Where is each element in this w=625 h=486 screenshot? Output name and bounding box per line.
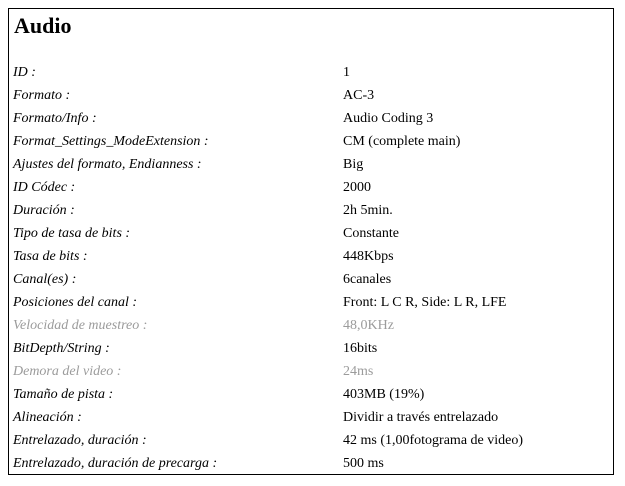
property-label: BitDepth/String : [13,341,110,356]
property-row-mode-extension [9,130,613,153]
property-row-interleave-preload [9,452,613,475]
property-row-bitrate-mode [9,222,613,245]
property-value: 42 ms (1,00fotograma de video) [343,433,524,448]
property-row-bit-depth [9,337,613,360]
property-row-stream-size [9,383,613,406]
property-label: Formato/Info : [13,111,97,126]
property-value: 403MB (19%) [343,387,425,402]
property-value: 500 ms [343,456,384,471]
property-label: Demora del video : [13,364,122,379]
property-row-bitrate [9,245,613,268]
property-label: Posiciones del canal : [13,295,138,310]
property-label: Entrelazado, duración : [13,433,147,448]
property-row-duration [9,199,613,222]
property-value: AC-3 [343,88,375,103]
property-value: 2000 [343,180,371,195]
property-row-interleave-duration [9,429,613,452]
property-label: Velocidad de muestreo : [13,318,148,333]
property-row-endianness [9,153,613,176]
section-title: Audio [14,13,72,38]
property-value: 16bits [343,341,378,356]
property-label: Tamaño de pista : [13,387,114,402]
property-value: 448Kbps [343,249,394,264]
property-label: Tipo de tasa de bits : [13,226,131,241]
property-value: Front: L C R, Side: L R, LFE [343,295,507,310]
property-row-format [9,84,613,107]
property-row-channels [9,268,613,291]
property-label: Formato : [13,88,71,103]
property-label: ID : [13,65,36,80]
property-value: Dividir a través entrelazado [343,410,499,425]
property-row-video-delay [9,360,613,383]
property-row-channel-positions [9,291,613,314]
property-label: Canal(es) : [13,272,77,287]
property-label: ID Códec : [13,180,76,195]
property-row-format-info [9,107,613,130]
audio-info-panel [8,8,614,475]
property-value: Audio Coding 3 [343,111,434,126]
property-value: 1 [343,65,350,80]
property-label: Entrelazado, duración de precarga : [13,456,218,471]
property-label: Ajustes del formato, Endianness : [13,157,202,172]
property-row-id [9,61,613,84]
property-label: Tasa de bits : [13,249,88,264]
property-value: CM (complete main) [343,134,461,149]
property-row-codec-id [9,176,613,199]
property-value: 24ms [343,364,374,379]
property-value: 6canales [343,272,392,287]
property-row-sampling-rate [9,314,613,337]
property-label: Format_Settings_ModeExtension : [13,134,209,149]
property-label: Duración : [13,203,75,218]
property-value: Big [343,157,364,172]
property-value: 48,0KHz [343,318,394,333]
property-value: Constante [343,226,399,241]
property-row-alignment [9,406,613,429]
property-value: 2h 5min. [343,203,393,218]
property-label: Alineación : [13,410,82,425]
property-list [9,61,613,475]
